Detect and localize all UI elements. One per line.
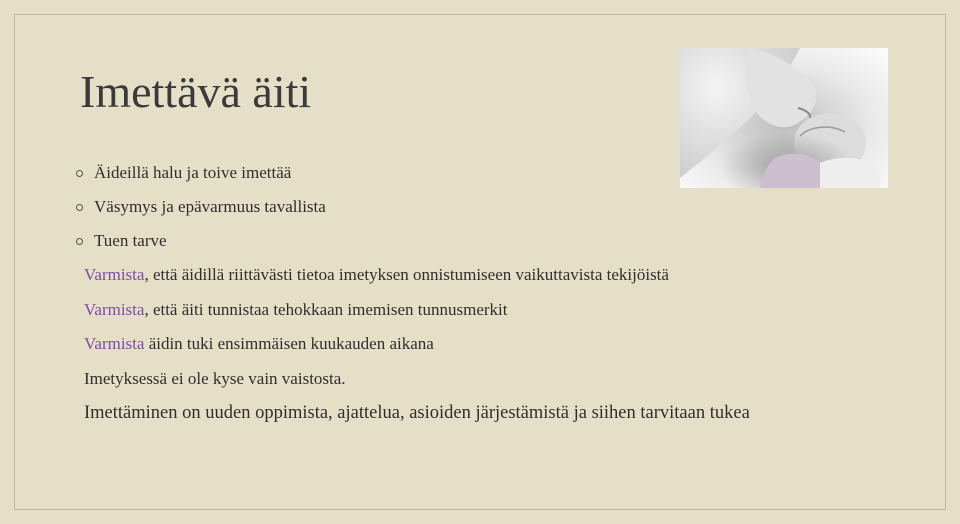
bullet-item <box>74 228 326 262</box>
text-line <box>84 331 750 366</box>
bullet-text: Äideillä halu ja toive imettää <box>94 163 292 182</box>
mother-and-baby-photo <box>680 48 888 188</box>
line-text: Imetyksessä ei ole kyse vain vaistosta. <box>84 368 346 388</box>
bullet-item <box>74 194 326 228</box>
highlight-word: Varmista <box>84 334 145 353</box>
line-text: Imettäminen on uuden oppimista, ajattelua, asioiden järjestämistä ja siihen tarvitaan tukea <box>84 403 750 423</box>
line-text: , että äiti tunnistaa tehokkaan imemisen tunnusmerkit <box>144 299 508 319</box>
bullet-circle-icon <box>76 238 83 245</box>
line-text: , että äidillä riittävästi tietoa imetyksen onnistumiseen vaikuttavista tekijöistä <box>144 265 669 284</box>
highlight-word: Varmista <box>84 265 145 284</box>
bullet-item <box>74 160 326 194</box>
highlight-word: Varmista <box>84 299 145 319</box>
bullet-list <box>74 160 326 262</box>
text-line <box>84 366 750 401</box>
text-line <box>84 262 750 297</box>
bullet-circle-icon <box>76 204 83 211</box>
bullet-text: Väsymys ja epävarmuus tavallista <box>94 197 326 216</box>
bullet-text: Tuen tarve <box>94 231 167 250</box>
text-line <box>84 297 750 332</box>
line-text: äidin tuki ensimmäisen kuukauden aikana <box>144 334 434 353</box>
bullet-circle-icon <box>76 170 83 177</box>
slide-title: Imettävä äiti <box>80 66 312 117</box>
text-line <box>84 400 750 435</box>
text-lines <box>84 262 750 435</box>
